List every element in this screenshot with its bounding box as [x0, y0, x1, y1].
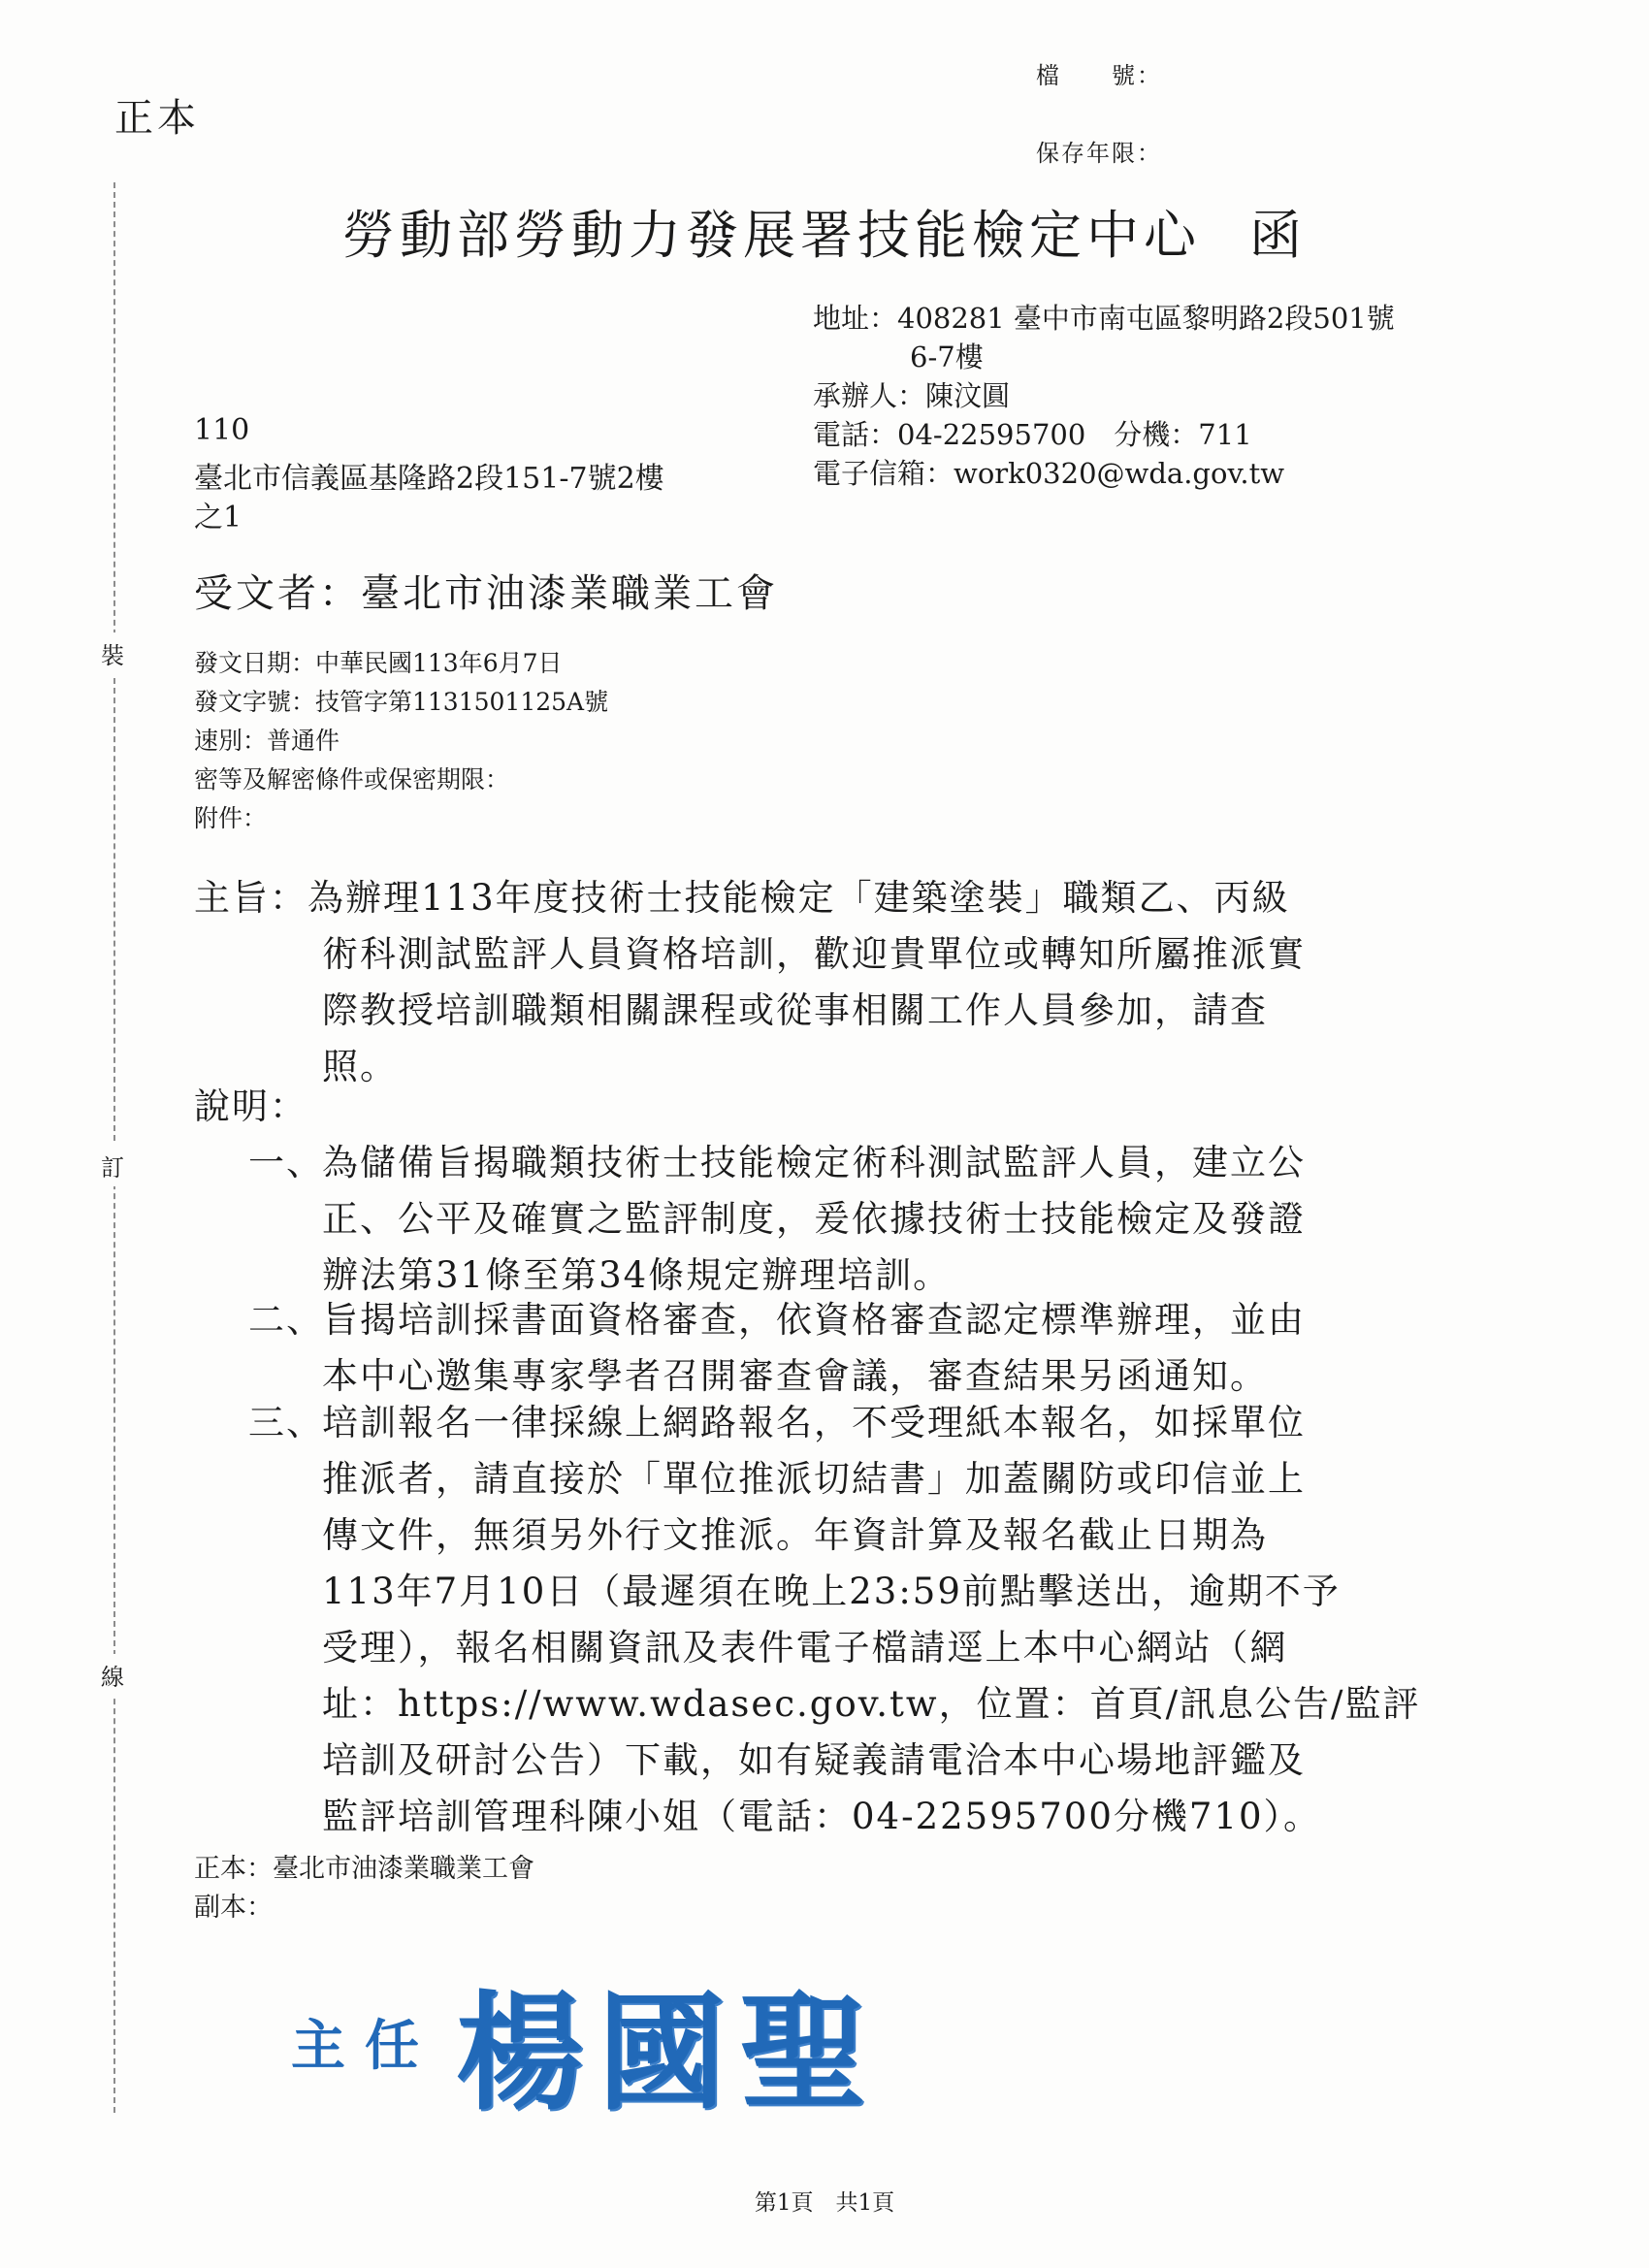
signature-title: 主任 [291, 2014, 438, 2078]
speed-class: 速別：普通件 [194, 727, 340, 755]
recipient-address-line-2: 之1 [194, 501, 242, 535]
issue-date: 發文日期：中華民國113年6月7日 [194, 649, 563, 677]
agency-name: 勞動部勞動力發展署技能檢定中心 [342, 205, 1201, 266]
distribution-original: 正本：臺北市油漆業職業工會 [194, 1854, 534, 1884]
page-number: 第1頁 共1頁 [754, 2190, 895, 2216]
subject-line-1: 主旨：為辦理113年度技術士技能檢定「建築塗裝」職類乙、丙級 [194, 877, 1290, 919]
item-3-line-2: 推派者，請直接於「單位推派切結書」加蓋關防或印信並上 [322, 1458, 1306, 1500]
document-number: 發文字號：技管字第1131501125A號 [194, 688, 609, 716]
item-3-line-4: 113年7月10日（最遲須在晚上23:59前點擊送出，逾期不予 [322, 1571, 1341, 1612]
handler: 承辦人：陳汶圓 [813, 379, 1011, 412]
recipient-address-line-1: 臺北市信義區基隆路2段151-7號2樓 [194, 462, 664, 496]
item-1-line-3: 辦法第31條至第34條規定辦理培訓。 [322, 1254, 952, 1296]
phone: 電話：04-22595700 分機：711 [813, 418, 1252, 451]
item-3-line-8: 監評培訓管理科陳小姐（電話：04-22595700分機710）。 [322, 1796, 1322, 1837]
item-3-line-5: 受理），報名相關資訊及表件電子檔請逕上本中心網站（網 [322, 1627, 1288, 1669]
document-type: 函 [1249, 205, 1307, 266]
binding-char-xian: 線 [101, 1654, 124, 1696]
recipient: 受文者：臺北市油漆業職業工會 [194, 571, 778, 616]
secrecy-level: 密等及解密條件或保密期限： [194, 765, 510, 794]
signature-stamp [291, 1950, 881, 2134]
retention-label: 保存年限： [1036, 140, 1162, 167]
item-3-number: 三、 [248, 1402, 324, 1443]
item-1-number: 一、 [248, 1142, 324, 1183]
file-number-label: 檔 號： [1036, 62, 1162, 89]
address-line-1: 地址：408281 臺中市南屯區黎明路2段501號 [813, 302, 1395, 335]
document-title [0, 194, 1649, 269]
recipient-postal-code: 110 [194, 413, 250, 447]
copy-mark: 正本 [114, 96, 200, 141]
explanation-label: 說明： [194, 1085, 307, 1127]
signature-name: 楊國聖 [456, 1978, 881, 2128]
subject-line-2: 術科測試監評人員資格培訓，歡迎貴單位或轉知所屬推派實 [322, 933, 1306, 975]
item-3-line-7: 培訓及研討公告）下載，如有疑義請電洽本中心場地評鑑及 [322, 1739, 1306, 1781]
address-line-2: 6-7樓 [910, 340, 984, 373]
distribution-copy: 副本： [194, 1893, 273, 1923]
item-2-line-2: 本中心邀集專家學者召開審查會議，審查結果另函通知。 [322, 1355, 1268, 1397]
email: 電子信箱：work0320@wda.gov.tw [813, 457, 1285, 490]
item-1-line-1: 為儲備旨揭職類技術士技能檢定術科測試監評人員，建立公 [322, 1142, 1306, 1183]
binding-char-zhuang: 裝 [101, 632, 124, 674]
subject-line-3: 際教授培訓職類相關課程或從事相關工作人員參加，請查 [322, 989, 1268, 1031]
item-3-line-6: 址：https://www.wdasec.gov.tw，位置：首頁/訊息公告/監評 [322, 1683, 1421, 1725]
attachments: 附件： [194, 804, 268, 832]
item-3-line-1: 培訓報名一律採線上網路報名，不受理紙本報名，如採單位 [322, 1402, 1306, 1443]
item-1-line-2: 正、公平及確實之監評制度，爰依據技術士技能檢定及發證 [322, 1198, 1306, 1240]
subject-line-4: 照。 [322, 1046, 398, 1087]
item-2-line-1: 旨揭培訓採書面資格審查，依資格審查認定標準辦理，並由 [322, 1299, 1306, 1341]
binding-char-ding: 訂 [101, 1145, 124, 1186]
item-2-number: 二、 [248, 1299, 324, 1341]
item-3-line-3: 傳文件，無須另外行文推派。年資計算及報名截止日期為 [322, 1514, 1268, 1556]
